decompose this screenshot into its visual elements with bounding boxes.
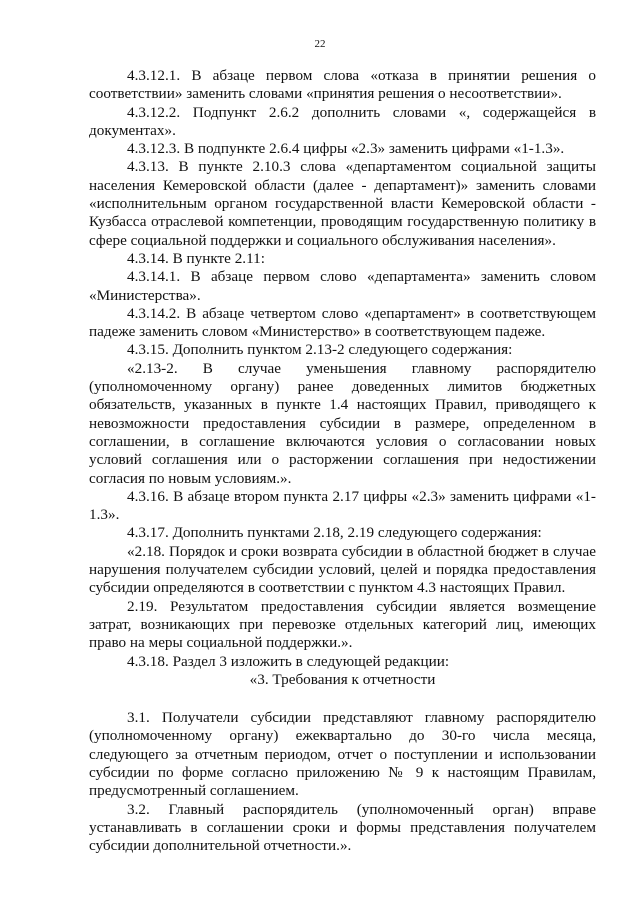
- paragraph: 4.3.15. Дополнить пунктом 2.13-2 следующего содержания:: [127, 341, 513, 359]
- section-paragraph: 3.2. Главный распорядитель (уполномоченный орган) вправе устанавливать в соглашении сроки и формы представления получателем субсидии дополнительной отчетности.».: [89, 800, 596, 855]
- paragraph: 4.3.18. Раздел 3 изложить в следующей редакции:: [127, 652, 450, 670]
- blank-line: [89, 689, 596, 709]
- paragraph: 4.3.16. В абзаце втором пункта 2.17 цифры «2.3» заменить цифрами «1-1.3».: [89, 487, 596, 524]
- paragraph: «2.18. Порядок и сроки возврата субсидии в областной бюджет в случае нарушения получателем субсидии условий, целей и порядка предоставления субсидии определяются в соответствии с пунктом 4.3 настоящих Правил.: [89, 542, 596, 597]
- paragraph: 4.3.14. В пункте 2.11:: [127, 249, 265, 267]
- document-body: [89, 67, 596, 855]
- paragraph: 4.3.12.3. В подпункте 2.6.4 цифры «2.3» заменить цифрами «1-1.3».: [127, 140, 565, 158]
- paragraph: 2.19. Результатом предоставления субсидии является возмещение затрат, возникающих при перевозке отдельных категорий лиц, имеющих право на меры социальной поддержки.».: [89, 597, 596, 652]
- paragraph: «2.13-2. В случае уменьшения главному распорядителю (уполномоченному органу) ранее доведенных лимитов бюджетных обязательств, указанных в пункте 1.4 настоящих Правил, приводящего к невозможности предоставления субсидии в размере, определенном в соглашении, в соглашение включаются условия о согласовании новых условий соглашения или о расторжении соглашения при недостижении согласия по новым условиям.».: [89, 359, 596, 487]
- section-heading: «3. Требования к отчетности: [249, 670, 436, 688]
- page-number: 22: [314, 38, 326, 50]
- paragraph: 4.3.12.1. В абзаце первом слова «отказа в принятии решения о соответствии» заменить словами «принятия решения о несоответствии».: [89, 67, 596, 103]
- paragraph: 4.3.17. Дополнить пунктами 2.18, 2.19 следующего содержания:: [127, 524, 542, 542]
- section-paragraph: 3.1. Получатели субсидии представляют главному распорядителю (уполномоченному органу) ежеквартально до 30-го числа месяца, следующего за отчетным периодом, отчет о поступлении и использовании субсидии по форме согласно приложению № 9 к настоящим Правилам, предусмотренный соглашением.: [89, 709, 596, 800]
- paragraph: 4.3.12.2. Подпункт 2.6.2 дополнить словами «, содержащейся в документах».: [89, 103, 596, 139]
- paragraph: 4.3.14.1. В абзаце первом слово «департамента» заменить словом «Министерства».: [89, 268, 596, 304]
- paragraph: 4.3.13. В пункте 2.10.3 слова «департаментом социальной защиты населения Кемеровской области (далее - департамент)» заменить словами «исполнительным органом государственной власти Кемеровской области - Кузбасса отраслевой компетенции, проводящим государственную политику в сфере социальной поддержки и социального обслуживания населения».: [89, 158, 596, 249]
- paragraph: 4.3.14.2. В абзаце четвертом слово «департамент» в соответствующем падеже заменить словом «Министерство» в соответствующем падеже.: [89, 304, 596, 341]
